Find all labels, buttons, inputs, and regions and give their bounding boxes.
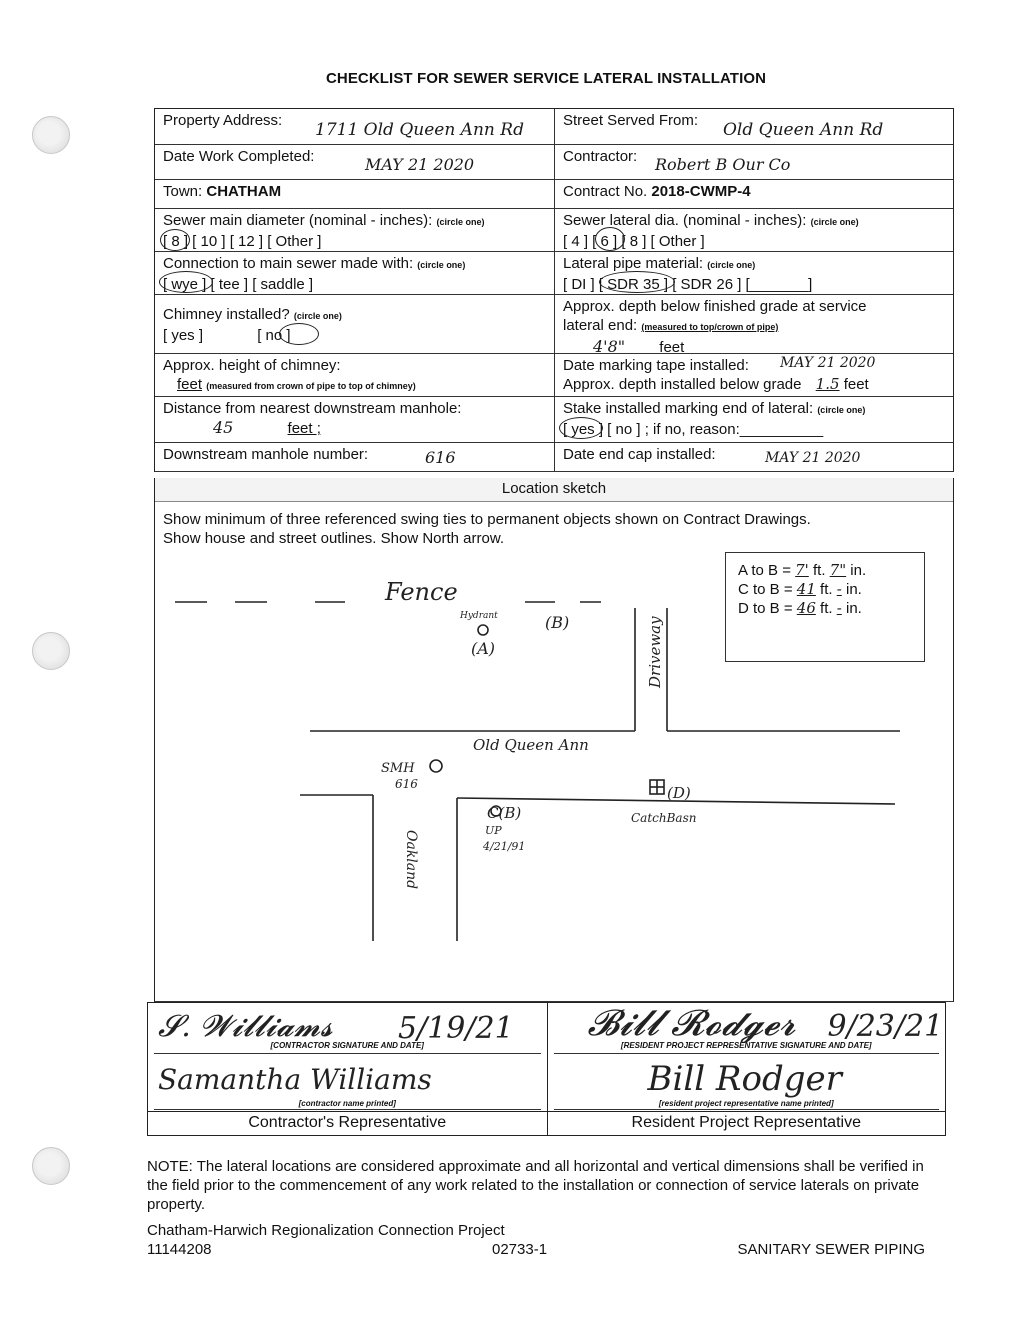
hydrant-symbol [478, 625, 488, 635]
sketch-instructions-line-2: Show house and street outlines. Show North arrow. [163, 530, 505, 547]
service-depth-value[interactable]: 4'8" [593, 337, 626, 356]
contractor-signature-caption: [CONTRACTOR SIGNATURE AND DATE] [270, 1041, 424, 1050]
circle-one-note-3: (circle one) [417, 260, 466, 270]
tie-d-b-in[interactable]: - [836, 599, 842, 617]
row-date [155, 145, 953, 180]
distance-unit: feet ; [287, 420, 321, 437]
date-completed-value[interactable]: MAY 21 2020 [365, 155, 475, 174]
row-address [155, 109, 953, 145]
contract-label: Contract No. [563, 183, 648, 200]
manhole-label: Downstream manhole number: [163, 446, 369, 463]
main-diameter-selection-circle [160, 229, 190, 251]
pipe-material-label: Lateral pipe material: [563, 255, 704, 272]
location-sketch-section [154, 478, 954, 1002]
circle-one-note-2: (circle one) [810, 217, 859, 227]
ft-unit: ft. [820, 600, 833, 617]
page-footer [147, 1221, 937, 1259]
row-diameter [155, 209, 953, 252]
contractor-signature-column [148, 1003, 547, 1135]
manhole-symbol [430, 760, 442, 772]
row-town [155, 180, 953, 209]
row-chimney [155, 295, 953, 354]
punch-hole-bottom [32, 1147, 70, 1185]
footer-section-number: 02733-1 [492, 1241, 548, 1258]
connection-label: Connection to main sewer made with: [163, 255, 414, 272]
tie-c-b-label: C to B = [738, 581, 793, 598]
street-served-cell [554, 109, 953, 144]
service-depth-label: Approx. depth below finished grade at service [563, 298, 867, 315]
contractor-name-printed[interactable]: Samantha Williams [158, 1063, 432, 1096]
stake-cell [554, 397, 953, 442]
point-a-label: (A) [471, 639, 496, 658]
point-c-label: C(B) [487, 804, 522, 822]
fence-label: Fence [385, 578, 458, 606]
lateral-diameter-label: Sewer lateral dia. (nominal - inches): [563, 212, 807, 229]
row-manhole [155, 443, 953, 472]
contract-value: 2018-CWMP-4 [651, 183, 751, 200]
pipe-material-options[interactable]: [ DI ] [ SDR 35 ] [ SDR 26 ] [_______] [563, 276, 813, 293]
oakland-label: Oakland [403, 830, 419, 890]
property-address-label: Property Address: [163, 112, 283, 129]
contractor-label: Contractor: [563, 148, 638, 165]
circle-one-note-4: (circle one) [707, 260, 756, 270]
manhole-cell [155, 443, 554, 471]
service-depth-label-2: lateral end: [563, 317, 638, 334]
utility-pole-label: UP [485, 824, 502, 837]
punch-hole-middle [32, 632, 70, 670]
lateral-diameter-cell [554, 209, 953, 251]
smh-number: 616 [395, 777, 418, 791]
main-diameter-label: Sewer main diameter (nominal - inches): [163, 212, 433, 229]
town-value: CHATHAM [206, 183, 282, 200]
end-cap-value[interactable]: MAY 21 2020 [765, 450, 861, 466]
connection-options[interactable]: [ wye ] [ tee ] [ saddle ] [163, 276, 314, 293]
depth-grade-unit: feet [843, 376, 869, 393]
chimney-label: Chimney installed? [163, 306, 290, 323]
chimney-selection-circle [279, 323, 319, 345]
circle-one-note: (circle one) [436, 217, 485, 227]
chimney-height-unit: feet [177, 376, 203, 393]
tie-a-b-in[interactable]: 7" [829, 561, 847, 579]
lateral-diameter-options[interactable]: [ 4 ] [ 6 ] [ 8 ] [ Other ] [563, 233, 705, 250]
chimney-options[interactable]: [ yes ] [ no ] [163, 327, 291, 344]
resident-name-printed[interactable]: Bill Rodger [647, 1059, 842, 1099]
chimney-height-label: Approx. height of chimney: [163, 357, 341, 374]
contractor-name-caption: [contractor name printed] [298, 1099, 396, 1108]
ft-unit: ft. [820, 581, 833, 598]
property-address-value[interactable]: 1711 Old Queen Ann Rd [315, 120, 524, 140]
tie-c-b-ft[interactable]: 41 [796, 580, 816, 598]
contractor-value[interactable]: Robert B Our Co [655, 155, 791, 174]
sketch-drawing [155, 478, 955, 1002]
tie-c-b-in[interactable]: - [836, 580, 842, 598]
sketch-instructions-line-1: Show minimum of three referenced swing ties to permanent objects shown on Contract Drawings. [163, 511, 811, 528]
main-diameter-cell [155, 209, 554, 251]
contractor-signature-line [154, 1053, 541, 1054]
stake-options[interactable]: [ yes ] [ no ] ; if no, reason:__________ [563, 421, 824, 438]
connection-selection-circle [159, 271, 213, 293]
contractor-signature-date[interactable]: 5/19/21 [398, 1011, 514, 1046]
page-title: CHECKLIST FOR SEWER SERVICE LATERAL INSTALLATION [325, 70, 767, 87]
in-unit: in. [845, 600, 862, 617]
row-connection [155, 252, 953, 295]
depth-grade-label: Approx. depth installed below grade [563, 376, 802, 393]
catch-basin-label: CatchBasn [631, 811, 697, 825]
punch-hole-top [32, 116, 70, 154]
town-label: Town: [163, 183, 203, 200]
footer-project: Chatham-Harwich Regionalization Connection Project [147, 1222, 505, 1239]
stake-label: Stake installed marking end of lateral: [563, 400, 814, 417]
checklist-table [154, 108, 954, 472]
circle-one-note-5: (circle one) [293, 311, 342, 321]
contractor-cell [554, 145, 953, 179]
signature-block [147, 1002, 946, 1136]
date-completed-cell [155, 145, 554, 179]
service-depth-cell [554, 295, 953, 356]
distance-label: Distance from nearest downstream manhole: [163, 400, 462, 417]
contractor-name-line [154, 1109, 541, 1110]
end-cap-cell [554, 443, 953, 471]
lateral-note: NOTE: The lateral locations are considered approximate and all horizontal and vertical dimensions shall be verified in the field prior to the commencement of any work related to the installation or connection of service laterals on private property. [147, 1158, 924, 1213]
resident-role: Resident Project Representative [548, 1111, 946, 1135]
manhole-value[interactable]: 616 [425, 448, 456, 467]
tie-d-b-label: D to B = [738, 600, 793, 617]
contractor-role: Contractor's Representative [148, 1111, 547, 1135]
resident-name-caption: [resident project representative name printed] [658, 1099, 834, 1108]
resident-signature-caption: [RESIDENT PROJECT REPRESENTATIVE SIGNATURE AND DATE] [620, 1041, 872, 1050]
marking-tape-cell [554, 354, 953, 396]
chimney-cell [155, 295, 554, 353]
marking-tape-label: Date marking tape installed: [563, 357, 749, 374]
hydrant-label: Hydrant [460, 611, 498, 621]
street-served-label: Street Served From: [563, 112, 699, 129]
lateral-diameter-selection-circle [595, 227, 625, 251]
resident-signature-line [554, 1053, 940, 1054]
circle-one-note-6: (circle one) [817, 405, 866, 415]
footer-project-number: 11144208 [147, 1241, 212, 1258]
distance-cell [155, 397, 554, 442]
resident-name-line [554, 1109, 940, 1110]
tie-a-b-label: A to B = [738, 562, 791, 579]
row-chimney-height [155, 354, 953, 397]
end-cap-label: Date end cap installed: [563, 446, 716, 463]
service-depth-note: (measured to top/crown of pipe) [641, 322, 779, 332]
street-served-value[interactable]: Old Queen Ann Rd [723, 120, 884, 140]
ft-unit: ft. [812, 562, 826, 579]
point-b-label: (B) [545, 613, 570, 632]
chimney-height-note: (measured from crown of pipe to top of chimney) [206, 381, 416, 391]
utility-pole-date: 4/21/91 [483, 840, 526, 853]
in-unit: in. [845, 581, 862, 598]
town-cell [155, 180, 554, 208]
main-diameter-options[interactable]: [ 8 ] [ 10 ] [ 12 ] [ Other ] [163, 233, 322, 250]
date-completed-label: Date Work Completed: [163, 148, 315, 165]
service-depth-unit: feet [659, 339, 685, 356]
row-distance [155, 397, 953, 443]
smh-label: SMH [381, 761, 415, 776]
pipe-material-selection-circle [599, 271, 675, 293]
driveway-label: Driveway [646, 616, 664, 688]
connection-cell [155, 252, 554, 294]
in-unit: in. [850, 562, 867, 579]
point-d-label: (D) [667, 784, 691, 802]
resident-signature-column [547, 1003, 946, 1135]
pipe-material-cell [554, 252, 953, 294]
stake-selection-circle [559, 417, 603, 439]
street-label: Old Queen Ann [473, 736, 589, 754]
resident-signature-date[interactable]: 9/23/21 [827, 1009, 944, 1044]
marking-tape-value[interactable]: MAY 21 2020 [780, 355, 876, 371]
depth-grade-value[interactable]: 1.5 [815, 375, 840, 393]
tie-d-b-ft[interactable]: 46 [796, 599, 816, 617]
contract-cell [554, 180, 953, 208]
location-sketch-heading: Location sketch [155, 478, 953, 502]
chimney-height-cell [155, 354, 554, 396]
resident-signature[interactable]: 𝓑𝓲𝓵𝓵 𝓡𝓸𝓭𝓰𝓮𝓻 [587, 1003, 796, 1044]
property-address-cell [155, 109, 554, 144]
contractor-signature[interactable]: 𝓢. 𝓦𝓲𝓵𝓵𝓲𝓪𝓶𝓼 [158, 1009, 333, 1044]
distance-value[interactable]: 45 [213, 418, 234, 437]
footer-section-title: SANITARY SEWER PIPING [737, 1241, 925, 1258]
tie-a-b-ft[interactable]: 7' [795, 561, 809, 579]
